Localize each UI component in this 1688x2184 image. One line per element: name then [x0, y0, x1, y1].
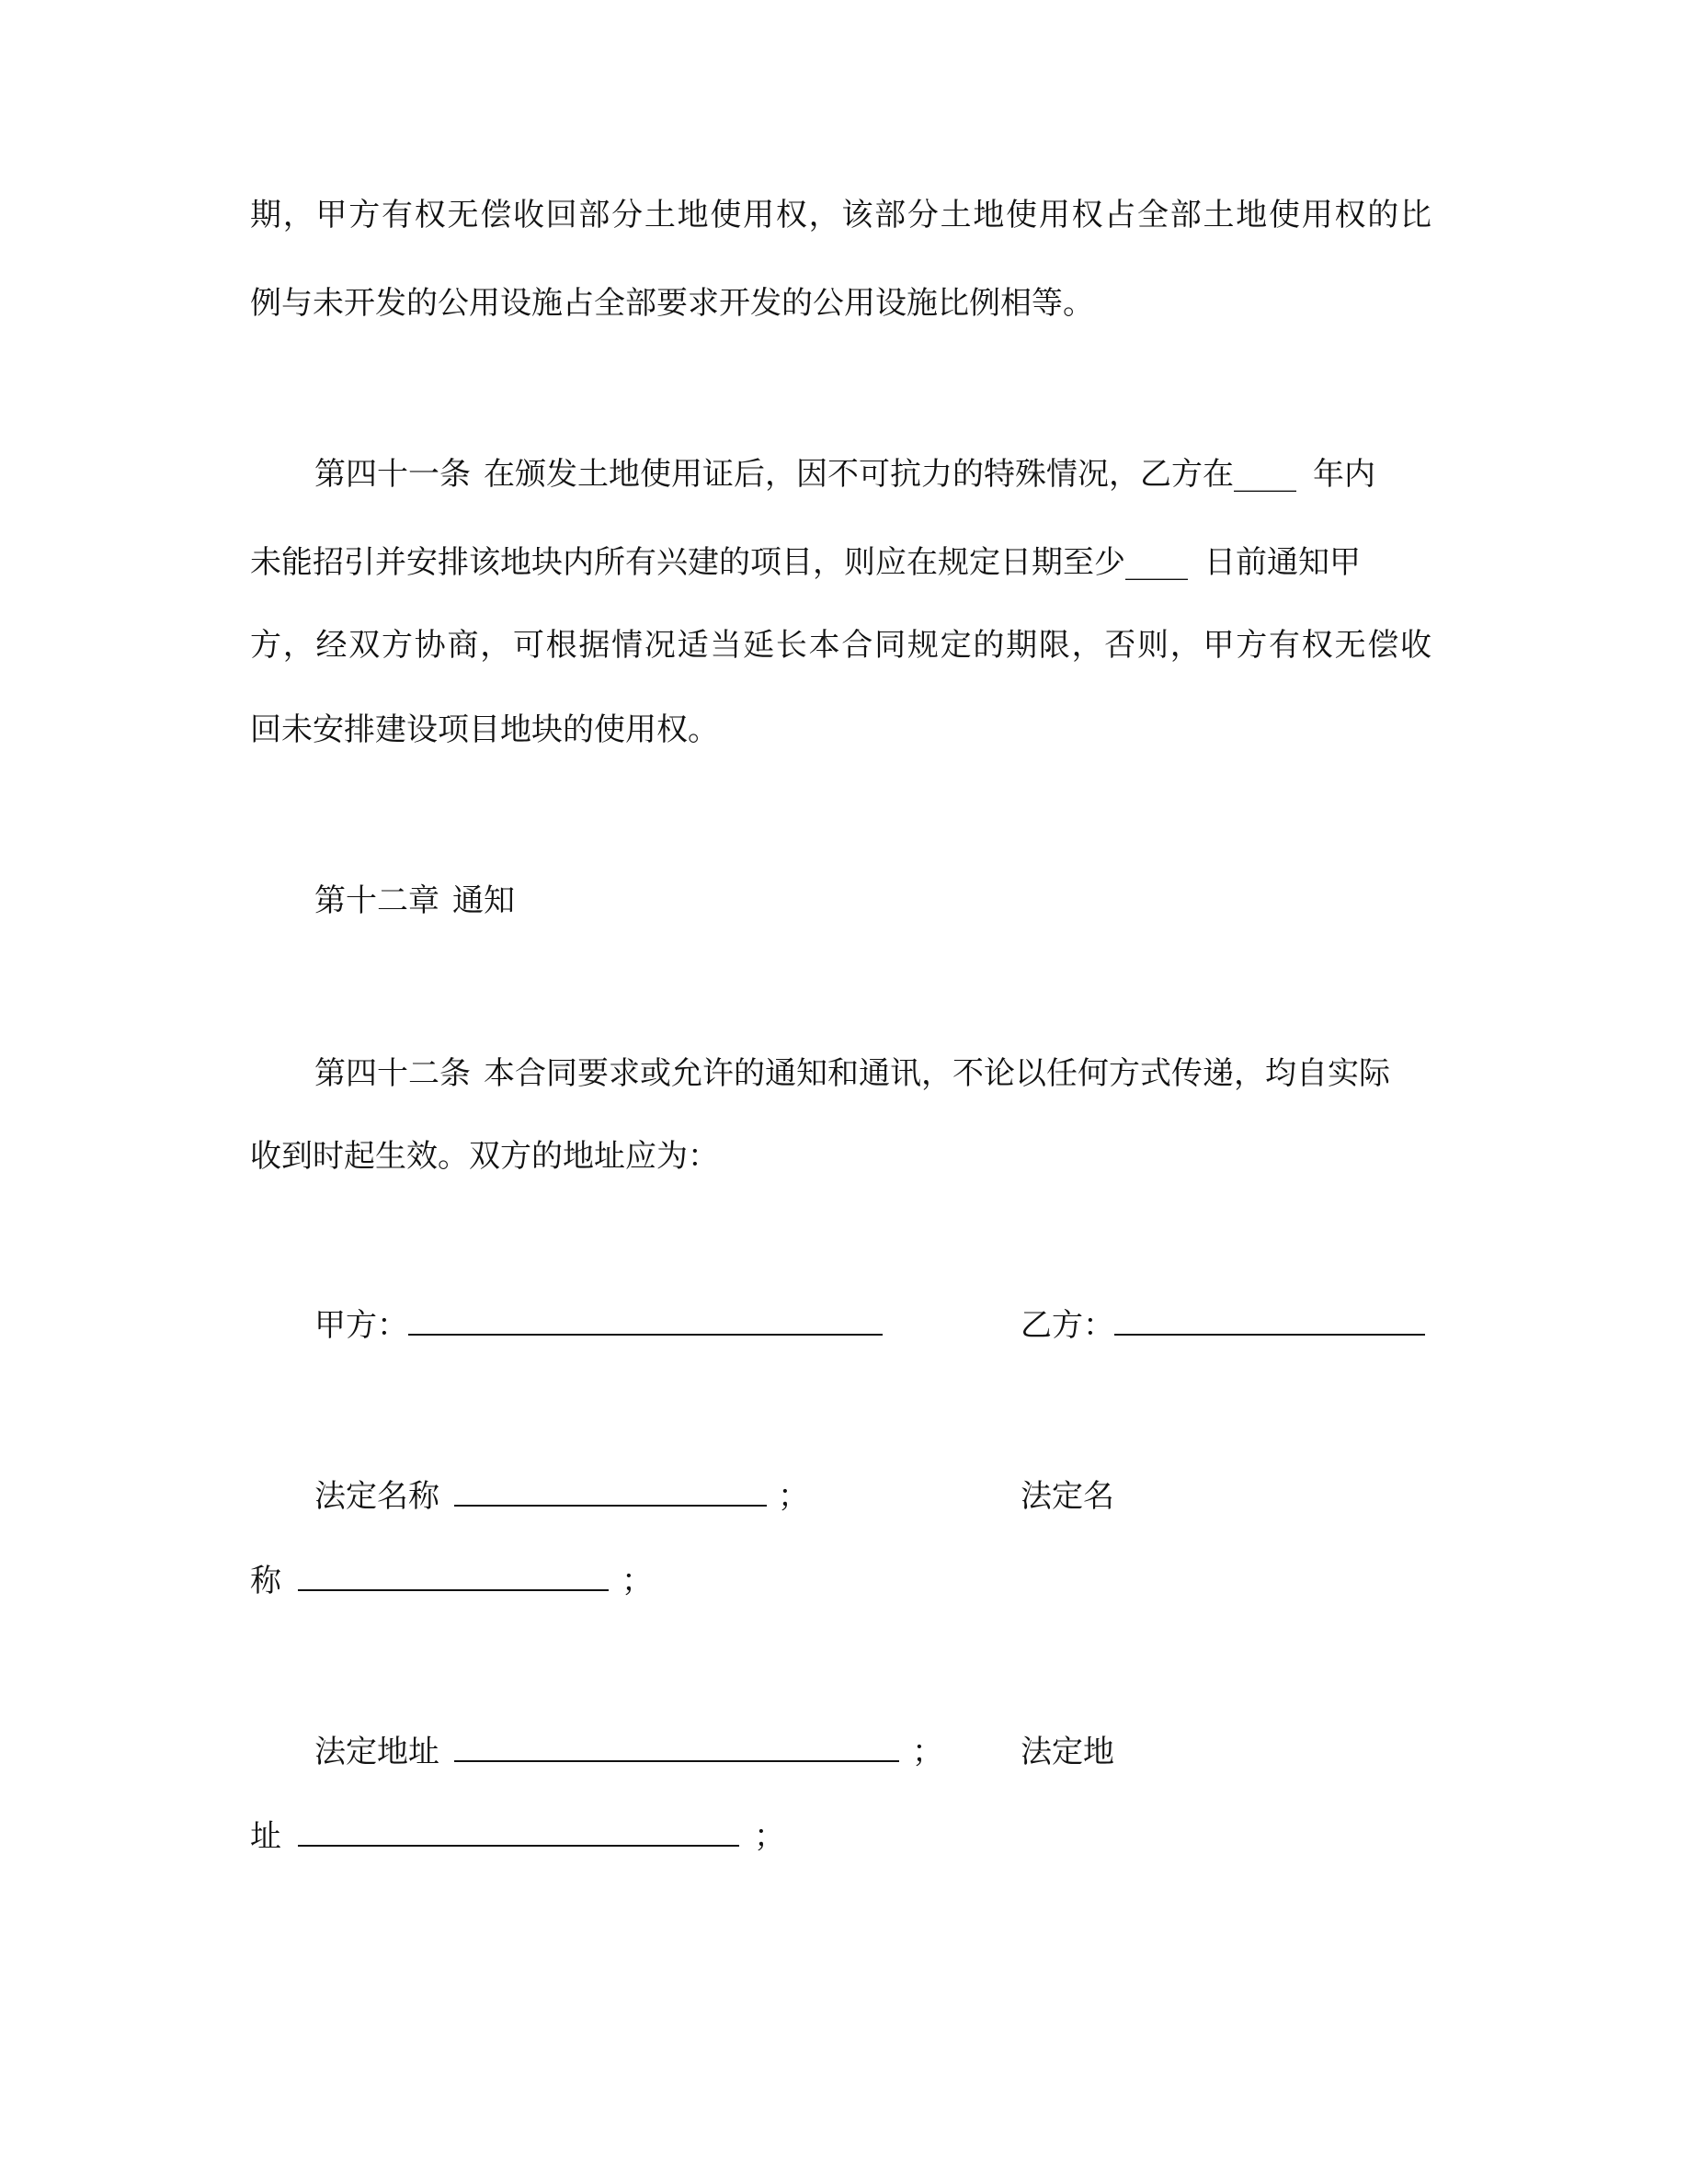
legal-address-a-blank [454, 1733, 899, 1762]
article41-heading: 第四十一条 [314, 456, 471, 493]
days-blank: ____ [1125, 544, 1188, 581]
years-blank: ____ [1234, 456, 1296, 493]
party-b-legal-address-row2 [250, 1816, 785, 1857]
legal-address-a-semicolon: ； [912, 1734, 943, 1770]
legal-name-b-part2: 称 [250, 1563, 281, 1599]
party-b-legal-address-part1: 法定地 [1021, 1734, 1114, 1770]
chapter-title: 通知 [452, 882, 515, 919]
legal-name-a-semicolon: ； [778, 1478, 809, 1515]
article42-line1-text: 本合同要求或允许的通知和通讯，不论以任何方式传递，均自实际 [484, 1055, 1390, 1092]
legal-address-b-blank [298, 1817, 739, 1847]
article42-line1 [314, 1053, 1390, 1094]
legal-name-a-blank [454, 1477, 767, 1507]
chapter-heading [314, 881, 515, 921]
article41-line2 [250, 542, 1361, 583]
article41-line2-text: 未能招引并安排该地块内所有兴建的项目，则应在规定日期至少 [250, 544, 1125, 581]
legal-name-label-a: 法定名称 [314, 1478, 439, 1515]
legal-name-b-blank [298, 1562, 609, 1591]
article42-heading: 第四十二条 [314, 1055, 471, 1092]
legal-address-b-semicolon: ； [754, 1818, 785, 1855]
article40-line1: 期，甲方有权无偿收回部分土地使用权，该部分土地使用权占全部土地使用权的比 [250, 197, 1431, 233]
party-b-legal-name-row2 [250, 1561, 653, 1601]
article42-line2: 收到时起生效。双方的地址应为： [250, 1138, 719, 1175]
article41-line3: 方，经双方协商，可根据情况适当延长本合同规定的期限，否则，甲方有权无偿收 [250, 627, 1431, 664]
party-b-legal-name-part1: 法定名 [1021, 1478, 1114, 1515]
party-b-blank [1114, 1306, 1425, 1336]
party-b-label: 乙方： [1021, 1307, 1114, 1344]
article41-line2-end: 日前通知甲 [1204, 544, 1361, 581]
legal-address-label-a: 法定地址 [314, 1734, 439, 1770]
article41-line4: 回未安排建设项目地块的使用权。 [250, 711, 719, 748]
party-a-legal-name-row [314, 1476, 809, 1517]
article41-line1-end: 年内 [1313, 456, 1375, 493]
party-a-blank [408, 1306, 883, 1336]
chapter-number: 第十二章 [314, 882, 439, 919]
article41-line1-text: 在颁发土地使用证后，因不可抗力的特殊情况，乙方在 [484, 456, 1234, 493]
article41-line1 [314, 454, 1375, 495]
party-a-legal-address-row [314, 1732, 943, 1772]
party-b-row [1021, 1305, 1425, 1346]
party-a-label: 甲方： [314, 1307, 408, 1344]
legal-address-b-part2: 址 [250, 1818, 281, 1855]
article40-line2: 例与未开发的公用设施占全部要求开发的公用设施比例相等。 [250, 285, 1094, 322]
legal-name-b-semicolon: ； [622, 1563, 653, 1599]
party-a-row [314, 1305, 883, 1346]
